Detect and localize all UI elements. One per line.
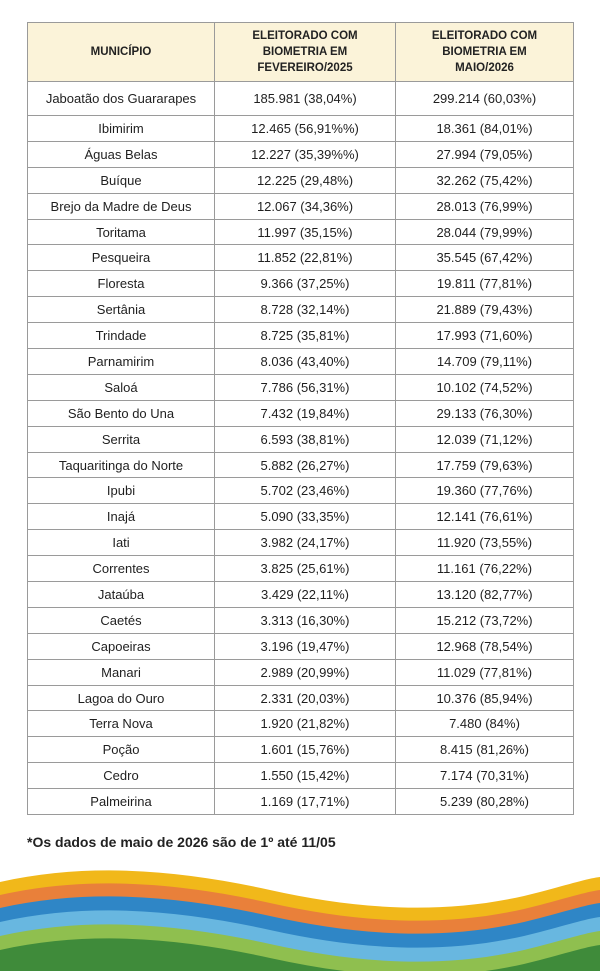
cell-may-2026: 10.376 (85,94%)	[396, 685, 574, 711]
cell-municipio: Palmeirina	[28, 789, 215, 815]
table-row	[28, 297, 574, 323]
table-row	[28, 426, 574, 452]
cell-may-2026: 32.262 (75,42%)	[396, 167, 574, 193]
cell-may-2026: 11.920 (73,55%)	[396, 530, 574, 556]
header-may-line-3: MAIO/2026	[455, 62, 514, 74]
cell-may-2026: 28.013 (76,99%)	[396, 193, 574, 219]
cell-municipio: Trindade	[28, 323, 215, 349]
table-row	[28, 374, 574, 400]
cell-municipio: Manari	[28, 659, 215, 685]
cell-municipio: Correntes	[28, 556, 215, 582]
cell-municipio: Terra Nova	[28, 711, 215, 737]
cell-municipio: Águas Belas	[28, 141, 215, 167]
table-row	[28, 193, 574, 219]
cell-feb-2025: 5.090 (33,35%)	[215, 504, 396, 530]
cell-may-2026: 7.480 (84%)	[396, 711, 574, 737]
cell-municipio: Brejo da Madre de Deus	[28, 193, 215, 219]
cell-municipio: Ibimirim	[28, 116, 215, 142]
cell-may-2026: 8.415 (81,26%)	[396, 737, 574, 763]
cell-may-2026: 19.360 (77,76%)	[396, 478, 574, 504]
cell-may-2026: 19.811 (77,81%)	[396, 271, 574, 297]
cell-may-2026: 18.361 (84,01%)	[396, 116, 574, 142]
cell-may-2026: 5.239 (80,28%)	[396, 789, 574, 815]
cell-municipio: Parnamirim	[28, 349, 215, 375]
cell-feb-2025: 1.550 (15,42%)	[215, 763, 396, 789]
header-may-line-1: ELEITORADO COM	[431, 30, 538, 42]
cell-feb-2025: 3.982 (24,17%)	[215, 530, 396, 556]
table-header-row	[28, 23, 574, 82]
cell-municipio: Toritama	[28, 219, 215, 245]
cell-feb-2025: 11.997 (35,15%)	[215, 219, 396, 245]
cell-feb-2025: 8.036 (43,40%)	[215, 349, 396, 375]
cell-municipio: Iati	[28, 530, 215, 556]
cell-may-2026: 21.889 (79,43%)	[396, 297, 574, 323]
cell-may-2026: 28.044 (79,99%)	[396, 219, 574, 245]
cell-feb-2025: 3.313 (16,30%)	[215, 607, 396, 633]
cell-may-2026: 12.141 (76,61%)	[396, 504, 574, 530]
cell-feb-2025: 8.725 (35,81%)	[215, 323, 396, 349]
cell-may-2026: 29.133 (76,30%)	[396, 400, 574, 426]
cell-may-2026: 11.029 (77,81%)	[396, 659, 574, 685]
cell-feb-2025: 9.366 (37,25%)	[215, 271, 396, 297]
table-row	[28, 452, 574, 478]
cell-municipio: Caetés	[28, 607, 215, 633]
table-row	[28, 219, 574, 245]
cell-municipio: Pesqueira	[28, 245, 215, 271]
cell-municipio: Ipubi	[28, 478, 215, 504]
cell-municipio: Poção	[28, 737, 215, 763]
cell-may-2026: 12.039 (71,12%)	[396, 426, 574, 452]
table-row	[28, 582, 574, 608]
table-row	[28, 349, 574, 375]
table-row	[28, 633, 574, 659]
cell-feb-2025: 1.169 (17,71%)	[215, 789, 396, 815]
cell-feb-2025: 7.432 (19,84%)	[215, 400, 396, 426]
table-row	[28, 737, 574, 763]
header-may-2026	[396, 23, 574, 82]
table-row	[28, 607, 574, 633]
cell-feb-2025: 7.786 (56,31%)	[215, 374, 396, 400]
cell-feb-2025: 3.825 (25,61%)	[215, 556, 396, 582]
biometry-table	[27, 22, 574, 815]
cell-feb-2025: 2.989 (20,99%)	[215, 659, 396, 685]
table-row	[28, 323, 574, 349]
cell-municipio: São Bento do Una	[28, 400, 215, 426]
cell-municipio: Buíque	[28, 167, 215, 193]
cell-municipio: Serrita	[28, 426, 215, 452]
cell-may-2026: 10.102 (74,52%)	[396, 374, 574, 400]
table-row	[28, 478, 574, 504]
cell-may-2026: 17.993 (71,60%)	[396, 323, 574, 349]
cell-feb-2025: 1.601 (15,76%)	[215, 737, 396, 763]
cell-feb-2025: 185.981 (38,04%)	[215, 82, 396, 116]
table-row	[28, 82, 574, 116]
decorative-waves	[0, 868, 600, 971]
cell-may-2026: 13.120 (82,77%)	[396, 582, 574, 608]
cell-may-2026: 27.994 (79,05%)	[396, 141, 574, 167]
table-row	[28, 271, 574, 297]
table-row	[28, 530, 574, 556]
cell-feb-2025: 8.728 (32,14%)	[215, 297, 396, 323]
header-may-line-2: BIOMETRIA EM	[442, 46, 527, 58]
cell-municipio: Jaboatão dos Guararapes	[28, 82, 215, 116]
cell-municipio: Inajá	[28, 504, 215, 530]
footnote: *Os dados de maio de 2026 são de 1º até 11/05	[27, 834, 336, 850]
table-row	[28, 556, 574, 582]
cell-may-2026: 35.545 (67,42%)	[396, 245, 574, 271]
cell-feb-2025: 5.882 (26,27%)	[215, 452, 396, 478]
cell-feb-2025: 12.227 (35,39%%)	[215, 141, 396, 167]
cell-municipio: Jataúba	[28, 582, 215, 608]
header-feb-2025	[215, 23, 396, 82]
table-row	[28, 141, 574, 167]
table-row	[28, 245, 574, 271]
cell-may-2026: 299.214 (60,03%)	[396, 82, 574, 116]
cell-municipio: Cedro	[28, 763, 215, 789]
table-row	[28, 116, 574, 142]
header-feb-line-2: BIOMETRIA EM	[262, 46, 348, 58]
cell-may-2026: 15.212 (73,72%)	[396, 607, 574, 633]
table-row	[28, 504, 574, 530]
cell-municipio: Floresta	[28, 271, 215, 297]
biometry-table-container	[27, 22, 573, 815]
cell-feb-2025: 5.702 (23,46%)	[215, 478, 396, 504]
table-row	[28, 789, 574, 815]
table-row	[28, 400, 574, 426]
cell-municipio: Lagoa do Ouro	[28, 685, 215, 711]
table-row	[28, 763, 574, 789]
table-row	[28, 659, 574, 685]
cell-may-2026: 14.709 (79,11%)	[396, 349, 574, 375]
cell-municipio: Saloá	[28, 374, 215, 400]
table-row	[28, 711, 574, 737]
cell-feb-2025: 1.920 (21,82%)	[215, 711, 396, 737]
cell-may-2026: 17.759 (79,63%)	[396, 452, 574, 478]
cell-feb-2025: 6.593 (38,81%)	[215, 426, 396, 452]
header-feb-line-1: ELEITORADO COM	[252, 30, 358, 42]
cell-feb-2025: 12.225 (29,48%)	[215, 167, 396, 193]
cell-feb-2025: 12.465 (56,91%%)	[215, 116, 396, 142]
header-municipio: MUNICÍPIO	[28, 23, 215, 82]
cell-may-2026: 7.174 (70,31%)	[396, 763, 574, 789]
cell-may-2026: 12.968 (78,54%)	[396, 633, 574, 659]
table-row	[28, 167, 574, 193]
cell-municipio: Capoeiras	[28, 633, 215, 659]
cell-feb-2025: 11.852 (22,81%)	[215, 245, 396, 271]
cell-feb-2025: 3.429 (22,11%)	[215, 582, 396, 608]
cell-municipio: Sertânia	[28, 297, 215, 323]
cell-municipio: Taquaritinga do Norte	[28, 452, 215, 478]
table-row	[28, 685, 574, 711]
cell-feb-2025: 3.196 (19,47%)	[215, 633, 396, 659]
header-feb-line-3: FEVEREIRO/2025	[257, 62, 353, 74]
cell-feb-2025: 2.331 (20,03%)	[215, 685, 396, 711]
cell-feb-2025: 12.067 (34,36%)	[215, 193, 396, 219]
table-body	[28, 82, 574, 815]
cell-may-2026: 11.161 (76,22%)	[396, 556, 574, 582]
